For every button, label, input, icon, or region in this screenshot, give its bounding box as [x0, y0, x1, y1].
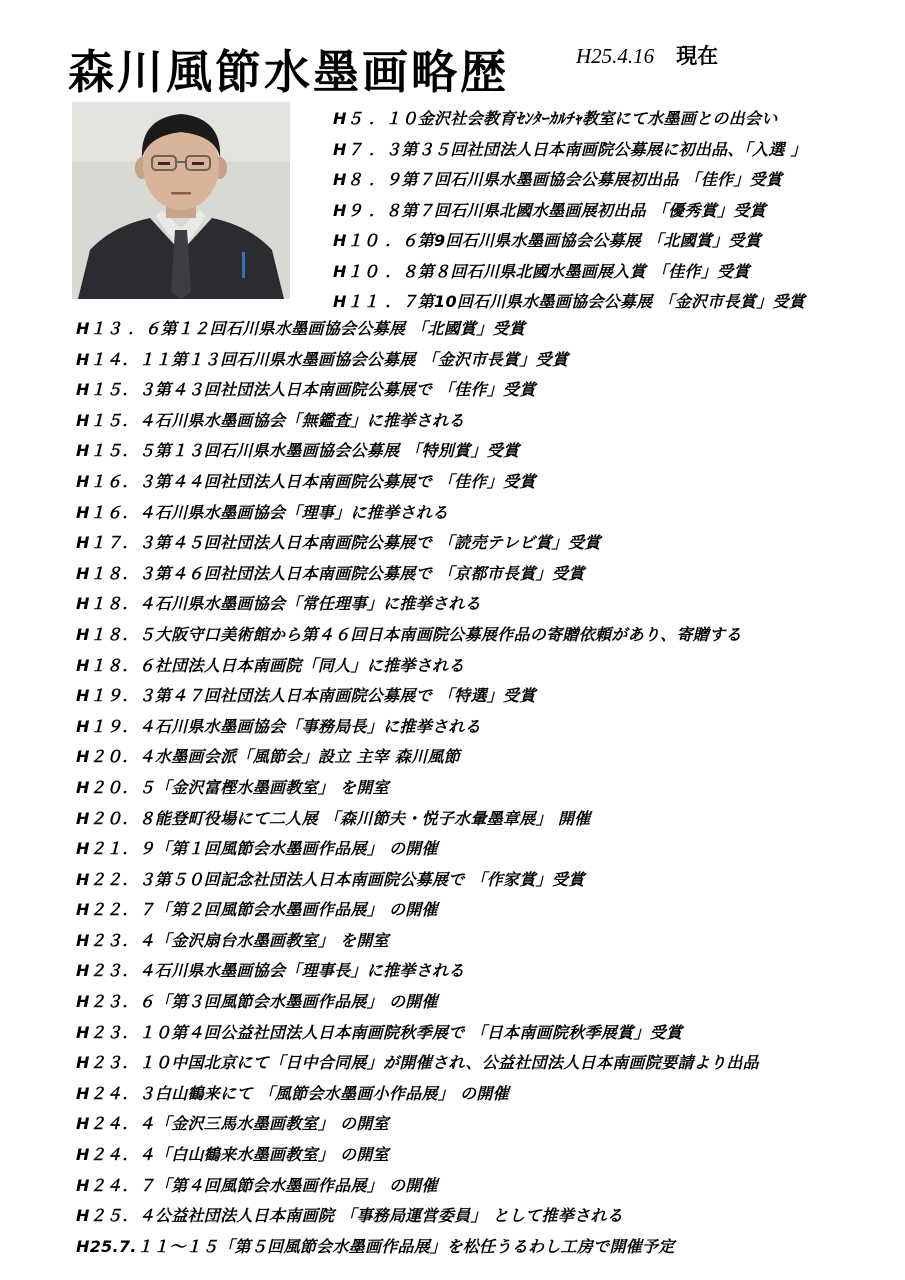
history-entry: H１６．４石川県水墨画協会「理事」に推挙される — [76, 502, 449, 522]
page-title: 森川風節水墨画略歴 — [68, 45, 509, 99]
history-entry: H１８．５大阪守口美術館から第４６回日本南画院公募展作品の寄贈依頼があり、寄贈する — [76, 624, 742, 644]
history-entry: H２４．７「第４回風節会水墨画作品展」 の開催 — [76, 1175, 438, 1195]
history-entry: H１０ ．８第８回石川県北國水墨画展入賞 「佳作」受賞 — [333, 261, 750, 281]
history-entry: H25.7.１１～１５「第５回風節会水墨画作品展」を松任うるわし工房で開催予定 — [76, 1236, 675, 1256]
history-entry: H２４．３白山鶴来にて 「風節会水墨画小作品展」 の開催 — [76, 1083, 509, 1103]
history-entry: H１１ ．７第10回石川県水墨画協会公募展 「金沢市長賞」受賞 — [333, 292, 806, 311]
portrait-photo — [72, 102, 290, 299]
history-entry: H５ ．１０金沢社会教育ｾﾝﾀｰｶﾙﾁｬ教室にて水墨画との出会い — [333, 109, 778, 128]
history-entry: H１６．３第４４回社団法人日本南画院公募展で 「佳作」受賞 — [76, 471, 536, 491]
history-entry: H９ ．８第７回石川県北國水墨画展初出品 「優秀賞」受賞 — [333, 200, 766, 220]
history-entry: H１５．５第１３回石川県水墨画協会公募展 「特別賞」受賞 — [76, 441, 520, 461]
history-entry: H２４．４「白山鶴来水墨画教室」 の開室 — [76, 1145, 389, 1165]
history-entry: H２２．７「第２回風節会水墨画作品展」 の開催 — [76, 900, 438, 920]
history-entry: H８ ．９第７回石川県水墨画協会公募展初出品 「佳作」受賞 — [333, 170, 783, 189]
history-entry: H１５．３第４３回社団法人日本南画院公募展で 「佳作」受賞 — [76, 380, 536, 400]
history-entry: H７ ．３第３５回社団法人日本南画院公募展に初出品、「入選 」 — [333, 139, 807, 159]
early-history-list — [333, 104, 807, 318]
history-entry: H２３．４「金沢扇台水墨画教室」 を開室 — [76, 930, 389, 950]
history-entry: H２０．８能登町役場にて二人展 「森川節夫・悦子水暈墨章展」 開催 — [76, 808, 591, 828]
portrait-icon — [72, 102, 290, 299]
history-entry: H１９．４石川県水墨画協会「事務局長」に推挙される — [76, 716, 481, 736]
history-entry: H１３ ．６第１２回石川県水墨画協会公募展 「北國賞」受賞 — [76, 319, 526, 338]
history-entry: H１７．３第４５回社団法人日本南画院公募展で 「読売テレビ賞」受賞 — [76, 533, 601, 553]
history-entry: H２３．１０中国北京にて「日中合同展」が開催され、公益社団法人日本南画院要請より出品 — [76, 1053, 759, 1073]
history-entry: H２３．４石川県水墨画協会「理事長」に推挙される — [76, 961, 465, 981]
date-value: H25.4.16 — [576, 44, 655, 68]
history-entry: H２０．５「金沢富樫水墨画教室」 を開室 — [76, 777, 389, 797]
history-entry: H２０．４水墨画会派「風節会」設立 主宰 森川風節 — [76, 747, 461, 767]
history-entry: H１９．３第４７回社団法人日本南画院公募展で 「特選」受賞 — [76, 686, 536, 706]
history-entry: H１０ ．６第9回石川県水墨画協会公募展 「北國賞」受賞 — [333, 231, 762, 250]
history-entry: H１４．１１第１３回石川県水墨画協会公募展 「金沢市長賞」受賞 — [76, 349, 569, 369]
history-entry: H１５．４石川県水墨画協会「無鑑査」に推挙される — [76, 410, 465, 430]
history-entry: H２４．４「金沢三馬水墨画教室」 の開室 — [76, 1114, 389, 1134]
history-entry: H２３．１０第４回公益社団法人日本南画院秋季展で 「日本南画院秋季展賞」受賞 — [76, 1022, 683, 1042]
history-entry: H１８．３第４６回社団法人日本南画院公募展で 「京都市長賞」受賞 — [76, 563, 585, 583]
history-entry: H２２．３第５０回記念社団法人日本南画院公募展で 「作家賞」受賞 — [76, 869, 585, 889]
history-entry: H１８．４石川県水墨画協会「常任理事」に推挙される — [76, 594, 481, 614]
history-entry: H２５．４公益社団法人日本南画院 「事務局運営委員」 として推挙される — [76, 1206, 624, 1226]
date-status: 現在 — [676, 44, 719, 68]
date-stamp — [576, 40, 718, 70]
history-list — [76, 314, 759, 1262]
history-entry: H２３．６「第３回風節会水墨画作品展」 の開催 — [76, 992, 438, 1012]
history-entry: H１８．６社団法人日本南画院「同人」に推挙される — [76, 655, 465, 675]
history-entry: H２１．９「第１回風節会水墨画作品展」 の開催 — [76, 839, 438, 859]
